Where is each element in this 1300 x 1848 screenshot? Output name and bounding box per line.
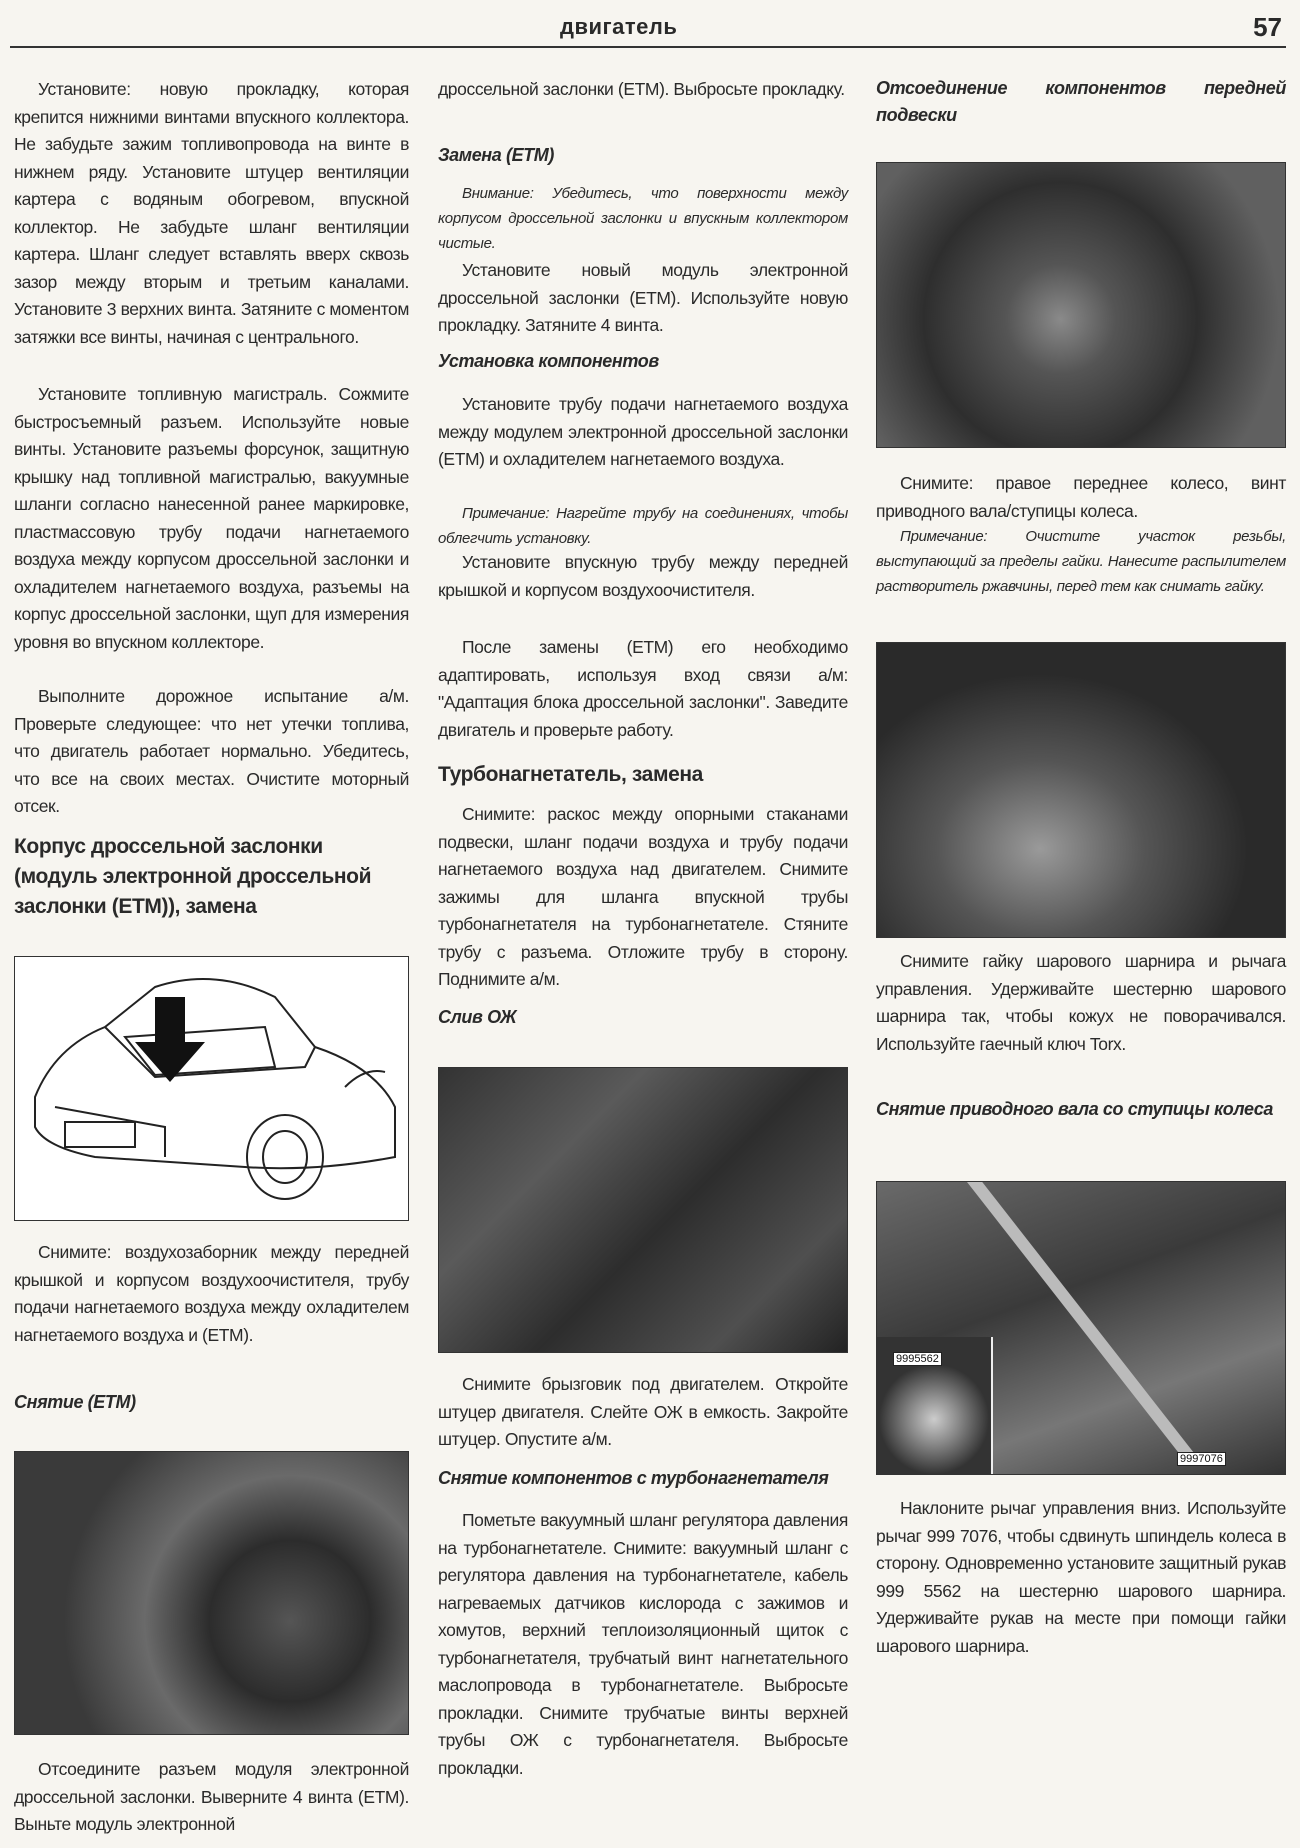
paragraph: дроссельной заслонки (ETM). Выбросьте прокладку. [438,79,845,99]
subheading: Снятие компонентов с турбонагнетателя [438,1468,829,1488]
paragraph: Снимите: правое переднее колесо, винт приводного вала/ступицы колеса. [876,473,1286,521]
lever-tool [967,1181,1198,1466]
ball-joint-photo [876,642,1286,938]
subheading: Снятие (ETM) [14,1392,136,1412]
section-title: двигатель [560,14,678,39]
subheading: Отсоединение компонентов передней подвески [876,78,1286,125]
section-heading: Корпус дроссельной заслонки (модуль электронной дроссельной заслонки (ETM)), замена [14,835,372,918]
paragraph: Выполните дорожное испытание а/м. Проверьте следующее: что нет утечки топлива, что двигатель работает нормально. Убедитесь, что все на своих местах. Очистите моторный отсек. [14,686,409,816]
car-diagram-illustration [15,957,408,1220]
paragraph: Снимите брызговик под двигателем. Откройте штуцер двигателя. Слейте ОЖ в емкость. Закройте штуцер. Опустите а/м. [438,1374,848,1449]
page-number: 57 [1253,12,1282,42]
paragraph: Установите топливную магистраль. Сожмите быстросъемный разъем. Используйте новые винты. Установите разъемы форсунок, защитную крышку над топливной магистралью, вакуумные шланги согласно нанесенной ранее маркировке, пластмассовую трубу подачи нагнетаемого воздуха между корпусом дроссельной заслонки и охладителем нагнетаемого воздуха, разъемы на корпус дроссельной заслонки, щуп для измерения уровня во впускном коллекторе. [14,384,409,652]
coolant-drain-photo [438,1067,848,1353]
note: Примечание: Очистите участок резьбы, выступающий за пределы гайки. Нанесите распылителем растворитель ржавчины, перед тем как снимать гайку. [876,528,1286,595]
paragraph: Установите впускную трубу между передней крышкой и корпусом воздухоочистителя. [438,552,848,600]
car-hood-diagram [14,956,409,1221]
note: Внимание: Убедитесь, что поверхности между корпусом дроссельной заслонки и впускным коллектором чистые. [438,185,848,252]
tool-label: 9997076 [1177,1452,1226,1466]
subheading: Снятие приводного вала со ступицы колеса [876,1099,1274,1119]
paragraph: Установите новый модуль электронной дроссельной заслонки (ETM). Используйте новую прокладку. Затяните 4 винта. [438,260,848,335]
tool-label: 9995562 [893,1352,942,1366]
subheading: Замена (ETM) [438,145,554,165]
arrow-indicator [135,997,205,1082]
subheading: Установка компонентов [438,351,659,371]
throttle-body-photo [14,1451,409,1735]
figure-caption: Снимите: воздухозаборник между передней крышкой и корпусом воздухоочистителя, трубу подачи нагнетаемого воздуха между охладителем нагнетаемого воздуха и (ETM). [14,1242,409,1345]
paragraph: Наклоните рычаг управления вниз. Используйте рычаг 999 7076, чтобы сдвинуть шпиндель колеса в сторону. Одновременно установите защитный рукав 999 5562 на шестерню шарового шарнира. Удерживайте рукав на месте при помощи гайки шарового шарнира. [876,1498,1286,1656]
subheading: Слив ОЖ [438,1007,517,1027]
section-heading: Турбонагнетатель, замена [438,763,703,786]
paragraph: Установите: новую прокладку, которая крепится нижними винтами впускного коллектора. Не забудьте зажим топливопровода на винте в нижнем ряду. Установите штуцер вентиляции картера с водяным обогревом, впускной коллектор. Не забудьте шланг вентиляции картера. Шланг следует вставлять вверх сквозь зазор между вторым и третьим каналами. Установите 3 верхних винта. Затяните с моментом затяжки все винты, начиная с центрального. [14,79,409,347]
drive-shaft-photo [876,1181,1286,1475]
paragraph: Отсоедините разъем модуля электронной дроссельной заслонки. Выверните 4 винта (ETM). Выньте модуль электронной [14,1759,409,1834]
paragraph: Установите трубу подачи нагнетаемого воздуха между модулем электронной дроссельной заслонки (ETM) и охладителем нагнетаемого воздуха. [438,394,848,469]
paragraph: Пометьте вакуумный шланг регулятора давления на турбонагнетателе. Снимите: вакуумный шланг с регулятора давления на турбонагнетателе, кабель нагреваемых датчиков кислорода с зажимов и хомутов, верхний теплоизоляционный щиток с турбонагнетателя, трубчатый винт нагнетательного маслопровода в турбонагнетателе. Выбросьте прокладки. Снимите трубчатые винты верхней трубы ОЖ с турбонагнетателя. Выбросьте прокладки. [438,1510,848,1778]
front-suspension-photo [876,162,1286,448]
note: Примечание: Нагрейте трубу на соединениях, чтобы облегчить установку. [438,505,848,547]
paragraph: После замены (ETM) его необходимо адаптировать, используя вход связи а/м: "Адаптация блока дроссельной заслонки". Заведите двигатель и проверьте работу. [438,637,848,740]
header-rule [10,46,1286,48]
paragraph: Снимите гайку шарового шарнира и рычага управления. Удерживайте шестерню шарового шарнира так, чтобы кожух не поворачивался. Используйте гаечный ключ Torx. [876,951,1286,1054]
paragraph: Снимите: раскос между опорными стаканами подвески, шланг подачи воздуха и трубу подачи нагнетаемого воздуха над двигателем. Снимите зажимы для шланга впускной трубы турбонагнетателя на турбонагнетателе. Стяните трубу с разъема. Отложите трубу в сторону. Поднимите а/м. [438,804,848,989]
